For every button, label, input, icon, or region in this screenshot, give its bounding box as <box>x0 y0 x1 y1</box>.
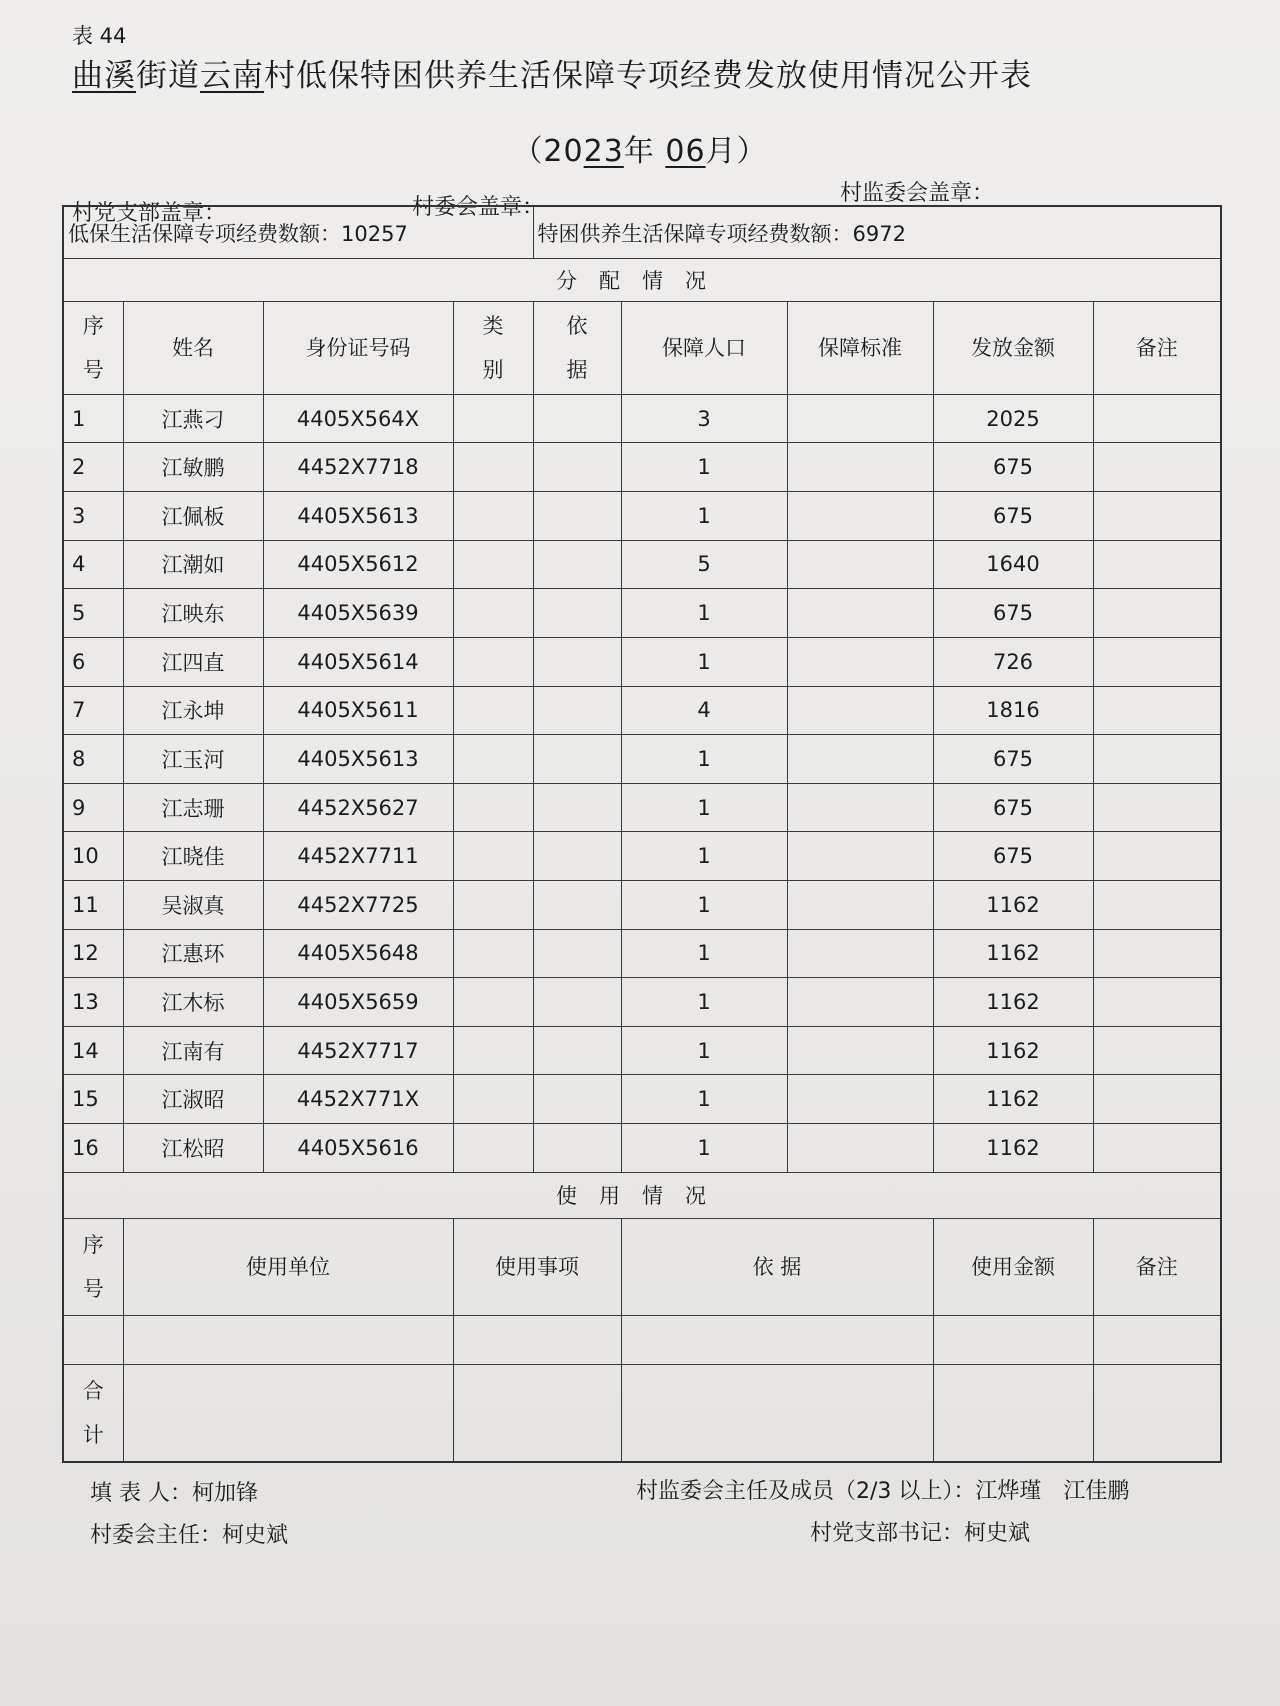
row-no: 7 <box>63 686 123 735</box>
row-no: 5 <box>63 589 123 638</box>
row-name: 江燕刁 <box>123 394 263 443</box>
row-basis <box>533 1026 621 1075</box>
col-header-no: 序号 <box>63 301 123 394</box>
row-standard <box>787 394 933 443</box>
row-name: 江永坤 <box>123 686 263 735</box>
usage-col-basis: 依 据 <box>621 1219 933 1316</box>
row-id: 4452X7711 <box>263 832 453 881</box>
row-amount: 1162 <box>933 1075 1093 1124</box>
usage-header-row <box>63 1219 1221 1316</box>
disclosure-table <box>62 205 1222 1463</box>
period-open: （20 <box>512 134 584 169</box>
row-id: 4452X7725 <box>263 880 453 929</box>
usage-cell <box>1093 1316 1221 1365</box>
dibao-budget-cell <box>63 206 533 259</box>
row-standard <box>787 1026 933 1075</box>
row-category <box>453 492 533 541</box>
usage-empty-row <box>63 1316 1221 1365</box>
table-row <box>63 492 1221 541</box>
table-row <box>63 1124 1221 1173</box>
title-village-name: 云南 <box>200 58 264 94</box>
row-no: 9 <box>63 783 123 832</box>
supervision-label: 村监委会主任及成员（2/3 以上）： <box>636 1479 976 1504</box>
usage-total-cell <box>621 1365 933 1462</box>
row-amount: 1816 <box>933 686 1093 735</box>
row-people: 1 <box>621 929 787 978</box>
row-basis <box>533 443 621 492</box>
row-category <box>453 540 533 589</box>
supervision-stamp-label: 村监委会盖章： <box>840 181 995 206</box>
row-category <box>453 735 533 784</box>
row-no: 3 <box>63 492 123 541</box>
col-header-id: 身份证号码 <box>263 301 453 394</box>
filler-name: 柯加锋 <box>192 1481 259 1506</box>
row-id: 4405X5611 <box>263 686 453 735</box>
dibao-budget-label: 低保生活保障专项经费数额： <box>68 221 341 246</box>
row-people: 1 <box>621 880 787 929</box>
committee-director-name: 柯史斌 <box>222 1523 289 1548</box>
row-category <box>453 589 533 638</box>
table-row <box>63 394 1221 443</box>
row-basis <box>533 735 621 784</box>
committee-director-signature <box>90 1518 288 1549</box>
row-amount: 1162 <box>933 1026 1093 1075</box>
filler-label: 填 表 人： <box>90 1481 192 1506</box>
row-basis <box>533 832 621 881</box>
col-header-standard: 保障标准 <box>787 301 933 394</box>
row-name: 江淑昭 <box>123 1075 263 1124</box>
usage-col-amount: 使用金额 <box>933 1219 1093 1316</box>
row-id: 4452X5627 <box>263 783 453 832</box>
row-no: 6 <box>63 637 123 686</box>
row-standard <box>787 1075 933 1124</box>
row-no: 11 <box>63 880 123 929</box>
row-name: 江木标 <box>123 978 263 1027</box>
row-remark <box>1093 929 1221 978</box>
row-amount: 1162 <box>933 880 1093 929</box>
table-row <box>63 880 1221 929</box>
row-basis <box>533 1124 621 1173</box>
row-standard <box>787 492 933 541</box>
row-name: 江南有 <box>123 1026 263 1075</box>
col-header-people: 保障人口 <box>621 301 787 394</box>
row-id: 4452X7718 <box>263 443 453 492</box>
row-basis <box>533 686 621 735</box>
row-id: 4405X5613 <box>263 492 453 541</box>
row-id: 4405X5639 <box>263 589 453 638</box>
row-id: 4405X5659 <box>263 978 453 1027</box>
row-standard <box>787 978 933 1027</box>
period-close: 月） <box>705 134 768 169</box>
row-amount: 1640 <box>933 540 1093 589</box>
row-basis <box>533 978 621 1027</box>
row-standard <box>787 540 933 589</box>
row-people: 1 <box>621 589 787 638</box>
row-category <box>453 394 533 443</box>
row-basis <box>533 1075 621 1124</box>
usage-col-matter: 使用事项 <box>453 1219 621 1316</box>
party-secretary-label: 村党支部书记： <box>810 1521 965 1546</box>
row-name: 江佩板 <box>123 492 263 541</box>
row-remark <box>1093 637 1221 686</box>
row-people: 1 <box>621 637 787 686</box>
row-remark <box>1093 978 1221 1027</box>
row-no: 13 <box>63 978 123 1027</box>
row-people: 1 <box>621 443 787 492</box>
usage-total-cell <box>453 1365 621 1462</box>
usage-cell <box>63 1316 123 1365</box>
col-header-amount: 发放金额 <box>933 301 1093 394</box>
table-row <box>63 1026 1221 1075</box>
usage-cell <box>933 1316 1093 1365</box>
row-remark <box>1093 783 1221 832</box>
filler-signature <box>90 1476 258 1507</box>
row-basis <box>533 589 621 638</box>
usage-col-remark: 备注 <box>1093 1219 1221 1316</box>
row-id: 4405X5614 <box>263 637 453 686</box>
row-remark <box>1093 1075 1221 1124</box>
row-name: 江敏鹏 <box>123 443 263 492</box>
row-no: 1 <box>63 394 123 443</box>
row-category <box>453 783 533 832</box>
row-remark <box>1093 832 1221 881</box>
row-people: 1 <box>621 492 787 541</box>
row-amount: 675 <box>933 589 1093 638</box>
row-basis <box>533 783 621 832</box>
row-amount: 2025 <box>933 394 1093 443</box>
row-people: 1 <box>621 978 787 1027</box>
row-standard <box>787 783 933 832</box>
row-amount: 675 <box>933 735 1093 784</box>
row-basis <box>533 394 621 443</box>
row-id: 4405X5648 <box>263 929 453 978</box>
row-standard <box>787 735 933 784</box>
usage-col-no: 序号 <box>63 1219 123 1316</box>
period-year: 23 <box>583 134 624 169</box>
row-no: 15 <box>63 1075 123 1124</box>
table-row <box>63 637 1221 686</box>
row-category <box>453 443 533 492</box>
row-id: 4452X771X <box>263 1075 453 1124</box>
supervision-signature <box>636 1474 1129 1505</box>
tekun-budget-cell <box>533 206 1221 259</box>
table-row <box>63 929 1221 978</box>
usage-cell <box>621 1316 933 1365</box>
row-people: 1 <box>621 832 787 881</box>
row-remark <box>1093 686 1221 735</box>
row-id: 4405X5616 <box>263 1124 453 1173</box>
row-amount: 675 <box>933 832 1093 881</box>
row-name: 江惠环 <box>123 929 263 978</box>
row-category <box>453 1026 533 1075</box>
row-remark <box>1093 394 1221 443</box>
row-people: 1 <box>621 1124 787 1173</box>
party-secretary-name: 柯史斌 <box>964 1521 1031 1546</box>
row-basis <box>533 880 621 929</box>
committee-director-label: 村委会主任： <box>90 1523 223 1548</box>
row-amount: 675 <box>933 783 1093 832</box>
row-no: 14 <box>63 1026 123 1075</box>
row-no: 16 <box>63 1124 123 1173</box>
period-line <box>0 126 1280 170</box>
table-row <box>63 1075 1221 1124</box>
title-rest: 村低保特困供养生活保障专项经费发放使用情况公开表 <box>264 58 1032 94</box>
row-no: 4 <box>63 540 123 589</box>
table-row <box>63 735 1221 784</box>
committee-stamp-label: 村委会盖章： <box>412 195 545 220</box>
usage-total-cell <box>1093 1365 1221 1462</box>
row-category <box>453 832 533 881</box>
supervision-names: 江烨瑾 江佳鹏 <box>975 1479 1130 1504</box>
period-year-unit: 年 <box>623 134 655 169</box>
row-id: 4405X5612 <box>263 540 453 589</box>
col-header-name: 姓名 <box>123 301 263 394</box>
table-row <box>63 832 1221 881</box>
table-row <box>63 783 1221 832</box>
row-category <box>453 686 533 735</box>
row-category <box>453 880 533 929</box>
row-remark <box>1093 1124 1221 1173</box>
row-no: 2 <box>63 443 123 492</box>
row-category <box>453 1124 533 1173</box>
row-amount: 1162 <box>933 929 1093 978</box>
row-category <box>453 637 533 686</box>
row-basis <box>533 540 621 589</box>
row-basis <box>533 492 621 541</box>
tekun-budget-label: 特困供养生活保障专项经费数额： <box>537 221 853 246</box>
table-row <box>63 540 1221 589</box>
row-name: 江潮如 <box>123 540 263 589</box>
title-area-type: 街道 <box>136 58 200 94</box>
tekun-budget-value: 6972 <box>852 221 906 246</box>
row-name: 江四直 <box>123 637 263 686</box>
row-name: 江晓佳 <box>123 832 263 881</box>
row-standard <box>787 880 933 929</box>
row-no: 10 <box>63 832 123 881</box>
row-standard <box>787 1124 933 1173</box>
row-name: 吴淑真 <box>123 880 263 929</box>
distribution-section-row <box>63 259 1221 302</box>
usage-total-cell <box>123 1365 453 1462</box>
usage-cell <box>453 1316 621 1365</box>
row-id: 4405X564X <box>263 394 453 443</box>
row-standard <box>787 929 933 978</box>
table-row <box>63 686 1221 735</box>
usage-total-cell <box>933 1365 1093 1462</box>
row-standard <box>787 637 933 686</box>
usage-section-row <box>63 1172 1221 1219</box>
row-name: 江松昭 <box>123 1124 263 1173</box>
usage-cell <box>123 1316 453 1365</box>
table-row <box>63 978 1221 1027</box>
row-name: 江志珊 <box>123 783 263 832</box>
distribution-header-row <box>63 301 1221 394</box>
row-standard <box>787 832 933 881</box>
row-remark <box>1093 1026 1221 1075</box>
row-people: 1 <box>621 1026 787 1075</box>
table-row <box>63 589 1221 638</box>
row-people: 1 <box>621 783 787 832</box>
table-row <box>63 443 1221 492</box>
usage-total-row <box>63 1365 1221 1462</box>
row-amount: 1162 <box>933 978 1093 1027</box>
row-remark <box>1093 880 1221 929</box>
row-people: 1 <box>621 735 787 784</box>
distribution-section-title: 分配情况 <box>63 259 1221 302</box>
row-no: 12 <box>63 929 123 978</box>
row-no: 8 <box>63 735 123 784</box>
party-stamp-label: 村党支部盖章： <box>72 201 227 226</box>
row-category <box>453 929 533 978</box>
row-remark <box>1093 735 1221 784</box>
usage-total-label: 合计 <box>63 1365 123 1462</box>
party-secretary-signature <box>810 1516 1030 1547</box>
row-amount: 675 <box>933 443 1093 492</box>
row-id: 4452X7717 <box>263 1026 453 1075</box>
row-people: 1 <box>621 1075 787 1124</box>
document-title <box>72 50 1072 95</box>
col-header-basis: 依据 <box>533 301 621 394</box>
usage-col-unit: 使用单位 <box>123 1219 453 1316</box>
row-amount: 1162 <box>933 1124 1093 1173</box>
col-header-category: 类别 <box>453 301 533 394</box>
row-remark <box>1093 589 1221 638</box>
row-remark <box>1093 492 1221 541</box>
table-number: 表 44 <box>72 24 127 48</box>
row-name: 江映东 <box>123 589 263 638</box>
row-name: 江玉河 <box>123 735 263 784</box>
row-amount: 675 <box>933 492 1093 541</box>
row-people: 4 <box>621 686 787 735</box>
usage-section-title: 使用情况 <box>63 1172 1221 1219</box>
row-remark <box>1093 443 1221 492</box>
row-category <box>453 978 533 1027</box>
row-people: 3 <box>621 394 787 443</box>
row-remark <box>1093 540 1221 589</box>
row-standard <box>787 589 933 638</box>
budget-row <box>63 206 1221 259</box>
title-area-name: 曲溪 <box>72 58 136 94</box>
row-standard <box>787 443 933 492</box>
dibao-budget-value: 10257 <box>341 221 408 246</box>
row-basis <box>533 637 621 686</box>
col-header-remark: 备注 <box>1093 301 1221 394</box>
row-id: 4405X5613 <box>263 735 453 784</box>
period-month: 06 <box>665 134 706 169</box>
row-amount: 726 <box>933 637 1093 686</box>
row-standard <box>787 686 933 735</box>
row-category <box>453 1075 533 1124</box>
row-people: 5 <box>621 540 787 589</box>
row-basis <box>533 929 621 978</box>
